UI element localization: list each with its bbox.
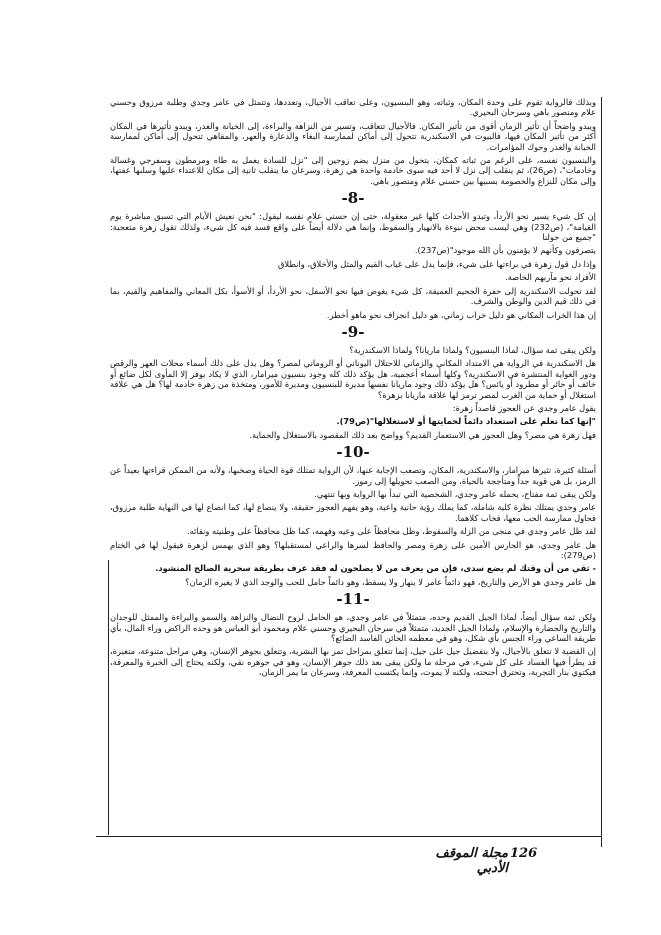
article-text-column bbox=[110, 97, 602, 847]
body-paragraph: إن هذا الخراب المكاني هو دليل خراب زماني، هو دليل انجراف نحو ماهو أخطر. bbox=[326, 309, 596, 320]
body-paragraph: هل عامر وجدي، هو الحارس الأمين على زهرة ومصر والحافظ لسرها والراعي لمستقبلها؟ وهو الذي يهمس لزهرة فيقول لها في الختام (ص279): bbox=[110, 539, 596, 560]
body-paragraph: وإذا دل قول زهرة في براءتها على شيء، فإنما يدل على غياب القيم والمثل والأخلاق، وانطلاق bbox=[277, 258, 596, 269]
section-number: -8- bbox=[341, 189, 365, 208]
body-paragraph: ولكن ثمة سؤال أيضاً، لماذا الجيل القديم وحده، متمثلاً في عامر وجدي، هو الحامل لروح النضال والنزاهة والسمو والبراءة والممثل للوجدان والتاريخ والحضارة والإسلام، ولماذا الجيل الجديد، متمثلاً في سرحان البحيري وحسني علام ومحمود أبو العباس هو وحده الراكض وراء المال، بأي طريقة الساعي وراء الجنس بأي شكل، وهو في معظمه الخائن الفاسد الضائع؟ bbox=[110, 612, 596, 644]
body-paragraph: والبنسيون نفسه، على الرغم من ثباته كمكان، يتحول من منزل يضم زوجين إلى "نزل للسادة يعمل به طاه ومرمطون وسفرجي وغسالة وخادمات"، (ص26)، ثم ينقلب إلى نزل لا أحد فيه سوى خادمة واحدة هي زهرة، وسرعان ما ينقلب ثانية إلى مكان للاعتداء عليها وسلبها عفتها، وإلى مكان للنزاع والخصومة بسببها بين حسني علام ومنصور باهي. bbox=[110, 155, 597, 186]
margin-rule bbox=[108, 560, 109, 835]
quote-paragraph: - ثقي من أن وقتك لم يضع سدى، فإن من يعرف من لا يصلحون له فقد عرف بطريقة سحرية الصالح المنشود. bbox=[155, 563, 596, 574]
quote-paragraph: "إنها كما تعلم على استعداد دائماً لحمايتها أو لاستغلالها"(ص79). bbox=[336, 416, 596, 427]
body-paragraph: إن القضية لا تتعلق بالأجيال، ولا بتفضيل جيل على جيل، إنما تتعلق بمراحل تمر بها البشرية، وتتعلق بجوهر الإنسان، وهي مراحل متنوعة، متغيرة، قد يطرأ فيها الفساد على كل شيء، في مرحلة ما ولكن يبقى بعد ذلك جوهر الإنسان، وهو في جوهره نقي، ولكنه يحتاج إلى الخبرة والمعرفة، فيكتوي بنار التجربة، وتحترق أجنحته، ولكنه لا يموت، وإنما يكتسب المعرفة، وسرعان ما يمر الزمان، bbox=[110, 646, 596, 678]
footer-magazine-name: مجلة الموقف الأدبي bbox=[435, 846, 508, 876]
body-paragraph: وبذلك فالرواية تقوم على وحدة المكان، وثباته، وهو البنسيون، وعلى تعاقب الأجيال، وتعددها، وتتمثل في عامر وجدي وطلبة مرزوق وحسني علام ومنصور باهي وسرحان البحيري. bbox=[110, 97, 596, 118]
body-paragraph: الأفراد نحو مآربهم الخاصة. bbox=[505, 272, 596, 283]
body-paragraph: لقد ظل عامر وجدي في منجى من الزلة والسقوط، وظل محافظاً على وعيه وفهمه، كما ظل محافظاً على وطنيته ونقائه. bbox=[186, 526, 596, 537]
page-number: 126 bbox=[510, 846, 538, 861]
body-paragraph: ولكن يبقى ثمة سؤال، لماذا البنسيون؟ ولماذا ماريانا؟ ولماذا الاسكندرية؟ bbox=[349, 344, 596, 355]
body-paragraph: لقد تحولت الاسكندرية إلى حفرة الجحيم العميقة، كل شيء يغوص فيها نحو الأسفل، نحو الأردأ، أو الأسوأ، بكل المعاني والمفاهيم والقيم، بما في ذلك قيم الدين والوطن والشرف. bbox=[110, 285, 596, 307]
footer-rule bbox=[96, 836, 602, 837]
section-number: -9- bbox=[341, 322, 365, 341]
body-paragraph: يقول عامر وجدي عن العجوز قاصداً زهرة: bbox=[452, 402, 596, 413]
body-paragraph: هل الاسكندرية في الرواية هي الامتداد المكاني والزماني للاحتلال اليوناني أو الروماني لمصر؟ وهل يدل على ذلك أسماء محلات العهر والرقص ودور الغواية المنتشرة في الاسكندرية؟ وكلها أسماء أعجمية، هل يؤكد ذلك كله وجود بنسيون ميرامار، الذي لا يكاد يوفر إلا المأوى لكل ضائع أو خائف أو حائر أو مطرود أو يائس؟ هل يؤكد ذلك وجود ماريانا نفسها مديرة للبنسيون ومديرة للأمور، ومتخذة من زهرة خادمة لها؟ هل هي علاقة استغلال أو حماية من الغرب لمصر ترمز لها علاقة ماريانا بزهرة؟ bbox=[110, 358, 596, 400]
body-paragraph: ويبدو واضحاً أن تأثير الزمان أقوى من تأثير المكان. فالأجيال تتعاقب، وتسير من النزاهة والبراءة، إلى الخيانة والغدر، ويبدو تأثيرها في المكان أكثر من تأثير المكان فيها، فالبيوت في الاسكندرية تتحول إلى أماكن لممارسة البغاء والدعارة والعهر، والمقاهي تتحول إلى أماكن لممارسة الخيانة والغدر وحوك المؤامرات. bbox=[110, 120, 596, 152]
body-paragraph: إن كل شيء يسير نحو الأردأ، وتبدو الأحداث كلها غير معقولة، حتى إن حسني علام نفسه ليقول: "نحن نعيش الأيام التي تسبق مباشرة يوم القيامة"، (ص232) وهي ليست محض نبوءة بالانهيار والسقوط، وإنما هي دلالة أيضاً على واقع فسد فيه كل شيء، ولذلك تقول زهرة متعجبة: "جميع من حولنا bbox=[110, 211, 596, 243]
body-paragraph: فهل زهرة هي مصر؟ وهل العجوز هي الاستعمار القديم؟ وواضح بعد ذلك المقصود بالاستغلال والحماية. bbox=[249, 429, 596, 440]
section-number: -10- bbox=[336, 443, 370, 462]
body-paragraph: عامر وجدي يمتلك نظرة كلية شاملة، كما يملك رؤية حانية واعية، وهو يفهم العجوز حقيقة، ولا ينصاع لها، كما انصاع لها في النهاية طلبة مرزوق، فحاول ممارسة الحب معها، فخاب كلاهما. bbox=[110, 502, 596, 523]
body-paragraph: ولكن يبقى ثمة مفتاح، يحمله عامر وجدي، الشخصية التي تبدأ بها الرواية وبها تنتهي. bbox=[314, 488, 596, 499]
section-number: -11- bbox=[336, 590, 370, 609]
body-paragraph: أسئلة كثيرة، تثيرها ميرامار، والاسكندرية، المكان، وتصعب الإجابة عنها، لأن الرواية تمتلك قوة الحياة وصخبها، ولأنه من الممكن قراءتها بعيداً عن الرمز، بل هي قوية جداً ومتأججة بالحياة، ومن الصعب تحويلها إلى رموز. bbox=[110, 465, 596, 486]
body-paragraph: يتصرفون وكأنهم لا يؤمنون بأن الله موجود"(ص237). bbox=[414, 245, 596, 256]
body-paragraph: هل عامر وجدي هو الأرض والتاريخ، فهو دائماً عامر لا ينهار ولا يسقط، وهو دائماً حامل للحب والوجد الذي لا يغيره الزمان؟ bbox=[185, 576, 596, 587]
